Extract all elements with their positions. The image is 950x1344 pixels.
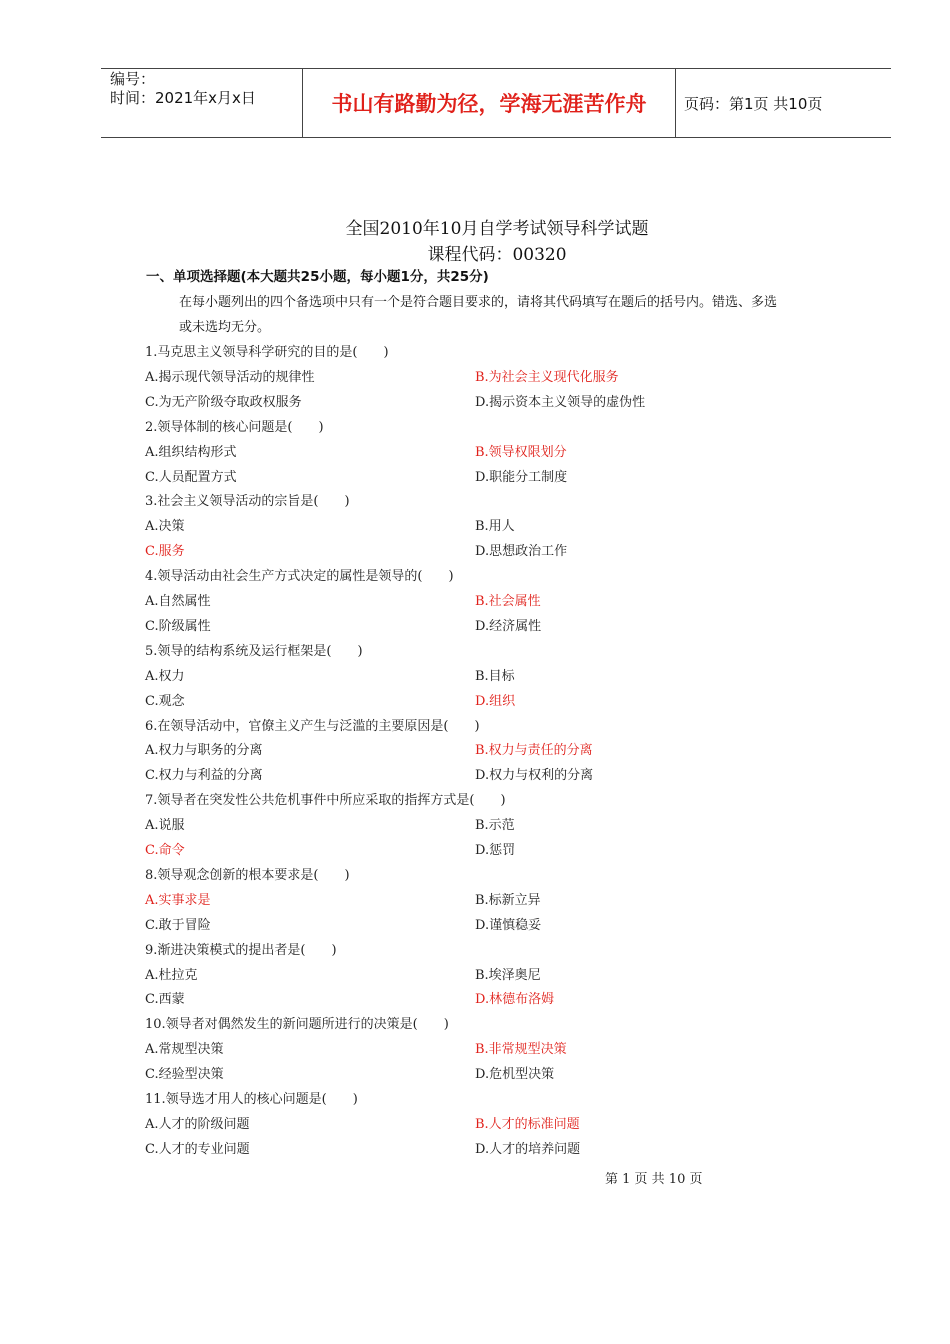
- section-heading: 一、单项选择题(本大题共25小题，每小题1分，共25分): [146, 269, 489, 285]
- option-d: D.组织: [475, 693, 516, 709]
- option-c: C.权力与利益的分离: [145, 768, 263, 784]
- question-stem: 1.马克思主义领导科学研究的目的是( ): [145, 345, 389, 360]
- option-c: C.服务: [145, 544, 185, 560]
- question-stem: 8.领导观念创新的根本要求是( ): [145, 867, 350, 883]
- section-instruction-line1: 在每小题列出的四个备选项中只有一个是符合题目要求的，请将其代码填写在题后的括号内。错选、多选: [179, 295, 778, 310]
- course-code: 课程代码：00320: [427, 245, 567, 265]
- option-d: D.思想政治工作: [475, 544, 568, 560]
- option-b: B.标新立异: [475, 892, 541, 908]
- header-page-info: 页码：第1页 共10页: [684, 94, 823, 113]
- option-c: C.人员配置方式: [145, 469, 237, 485]
- option-d: D.权力与权利的分离: [475, 768, 594, 784]
- option-c: C.观念: [145, 693, 185, 709]
- option-b: B.权力与责任的分离: [475, 743, 593, 759]
- option-a: A.自然属性: [145, 594, 211, 609]
- option-b: B.为社会主义现代化服务: [475, 369, 619, 385]
- option-d: D.谨慎稳妥: [475, 917, 542, 933]
- option-b: B.埃泽奥尼: [475, 967, 541, 983]
- option-b: B.用人: [475, 519, 515, 535]
- header-meta: [101, 69, 303, 137]
- option-a: A.权力: [145, 668, 185, 684]
- header-table: [101, 68, 891, 138]
- question-stem: 7.领导者在突发性公共危机事件中所应采取的指挥方式是( ): [145, 793, 506, 809]
- option-d: D.林德布洛姆: [475, 992, 555, 1008]
- option-b: B.非常规型决策: [475, 1042, 567, 1058]
- option-a: A.杜拉克: [145, 967, 198, 983]
- option-c: C.为无产阶级夺取政权服务: [145, 394, 302, 410]
- option-c: C.命令: [145, 843, 185, 858]
- option-a: A.人才的阶级问题: [145, 1116, 250, 1132]
- option-c: C.西蒙: [145, 992, 185, 1008]
- option-b: B.人才的标准问题: [475, 1116, 580, 1132]
- option-c: C.经验型决策: [145, 1067, 224, 1083]
- option-d: D.经济属性: [475, 618, 542, 634]
- question-stem: 3.社会主义领导活动的宗旨是( ): [145, 494, 350, 510]
- option-a: A.说服: [145, 818, 185, 834]
- option-a: A.实事求是: [145, 892, 211, 908]
- question-stem: 10.领导者对偶然发生的新问题所进行的决策是( ): [145, 1017, 449, 1033]
- section-instruction-line2: 或未选均无分。: [179, 320, 271, 335]
- question-stem: 5.领导的结构系统及运行框架是( ): [145, 643, 363, 659]
- document-time: 时间：2021年x月x日: [110, 89, 256, 107]
- option-d: D.职能分工制度: [475, 469, 568, 485]
- option-a: A.常规型决策: [145, 1042, 224, 1058]
- option-d: D.人才的培养问题: [475, 1141, 581, 1157]
- option-b: B.领导权限划分: [475, 444, 567, 460]
- option-b: B.社会属性: [475, 594, 541, 609]
- question-stem: 4.领导活动由社会生产方式决定的属性是领导的( ): [145, 569, 454, 585]
- option-d: D.危机型决策: [475, 1067, 555, 1083]
- option-a: A.揭示现代领导活动的规律性: [145, 369, 315, 385]
- option-b: B.示范: [475, 818, 515, 834]
- option-c: C.阶级属性: [145, 618, 211, 634]
- option-d: D.惩罚: [475, 843, 516, 858]
- header-motto: 书山有路勤为径，学海无涯苦作舟: [303, 69, 676, 137]
- option-a: A.权力与职务的分离: [145, 743, 263, 759]
- page-footer: 第 1 页 共 10 页: [605, 1172, 703, 1187]
- question-stem: 6.在领导活动中，官僚主义产生与泛滥的主要原因是( ): [145, 718, 480, 734]
- question-stem: 2.领导体制的核心问题是( ): [145, 419, 324, 435]
- option-a: A.组织结构形式: [145, 444, 237, 460]
- option-d: D.揭示资本主义领导的虚伪性: [475, 394, 646, 410]
- question-stem: 11.领导选才用人的核心问题是( ): [145, 1092, 358, 1107]
- option-c: C.敢于冒险: [145, 917, 211, 933]
- exam-title: 全国2010年10月自学考试领导科学试题: [345, 219, 649, 239]
- option-c: C.人才的专业问题: [145, 1141, 250, 1157]
- option-a: A.决策: [145, 519, 185, 535]
- question-stem: 9.渐进决策模式的提出者是( ): [145, 942, 337, 958]
- option-b: B.目标: [475, 668, 515, 684]
- document-number: 编号：: [110, 70, 156, 88]
